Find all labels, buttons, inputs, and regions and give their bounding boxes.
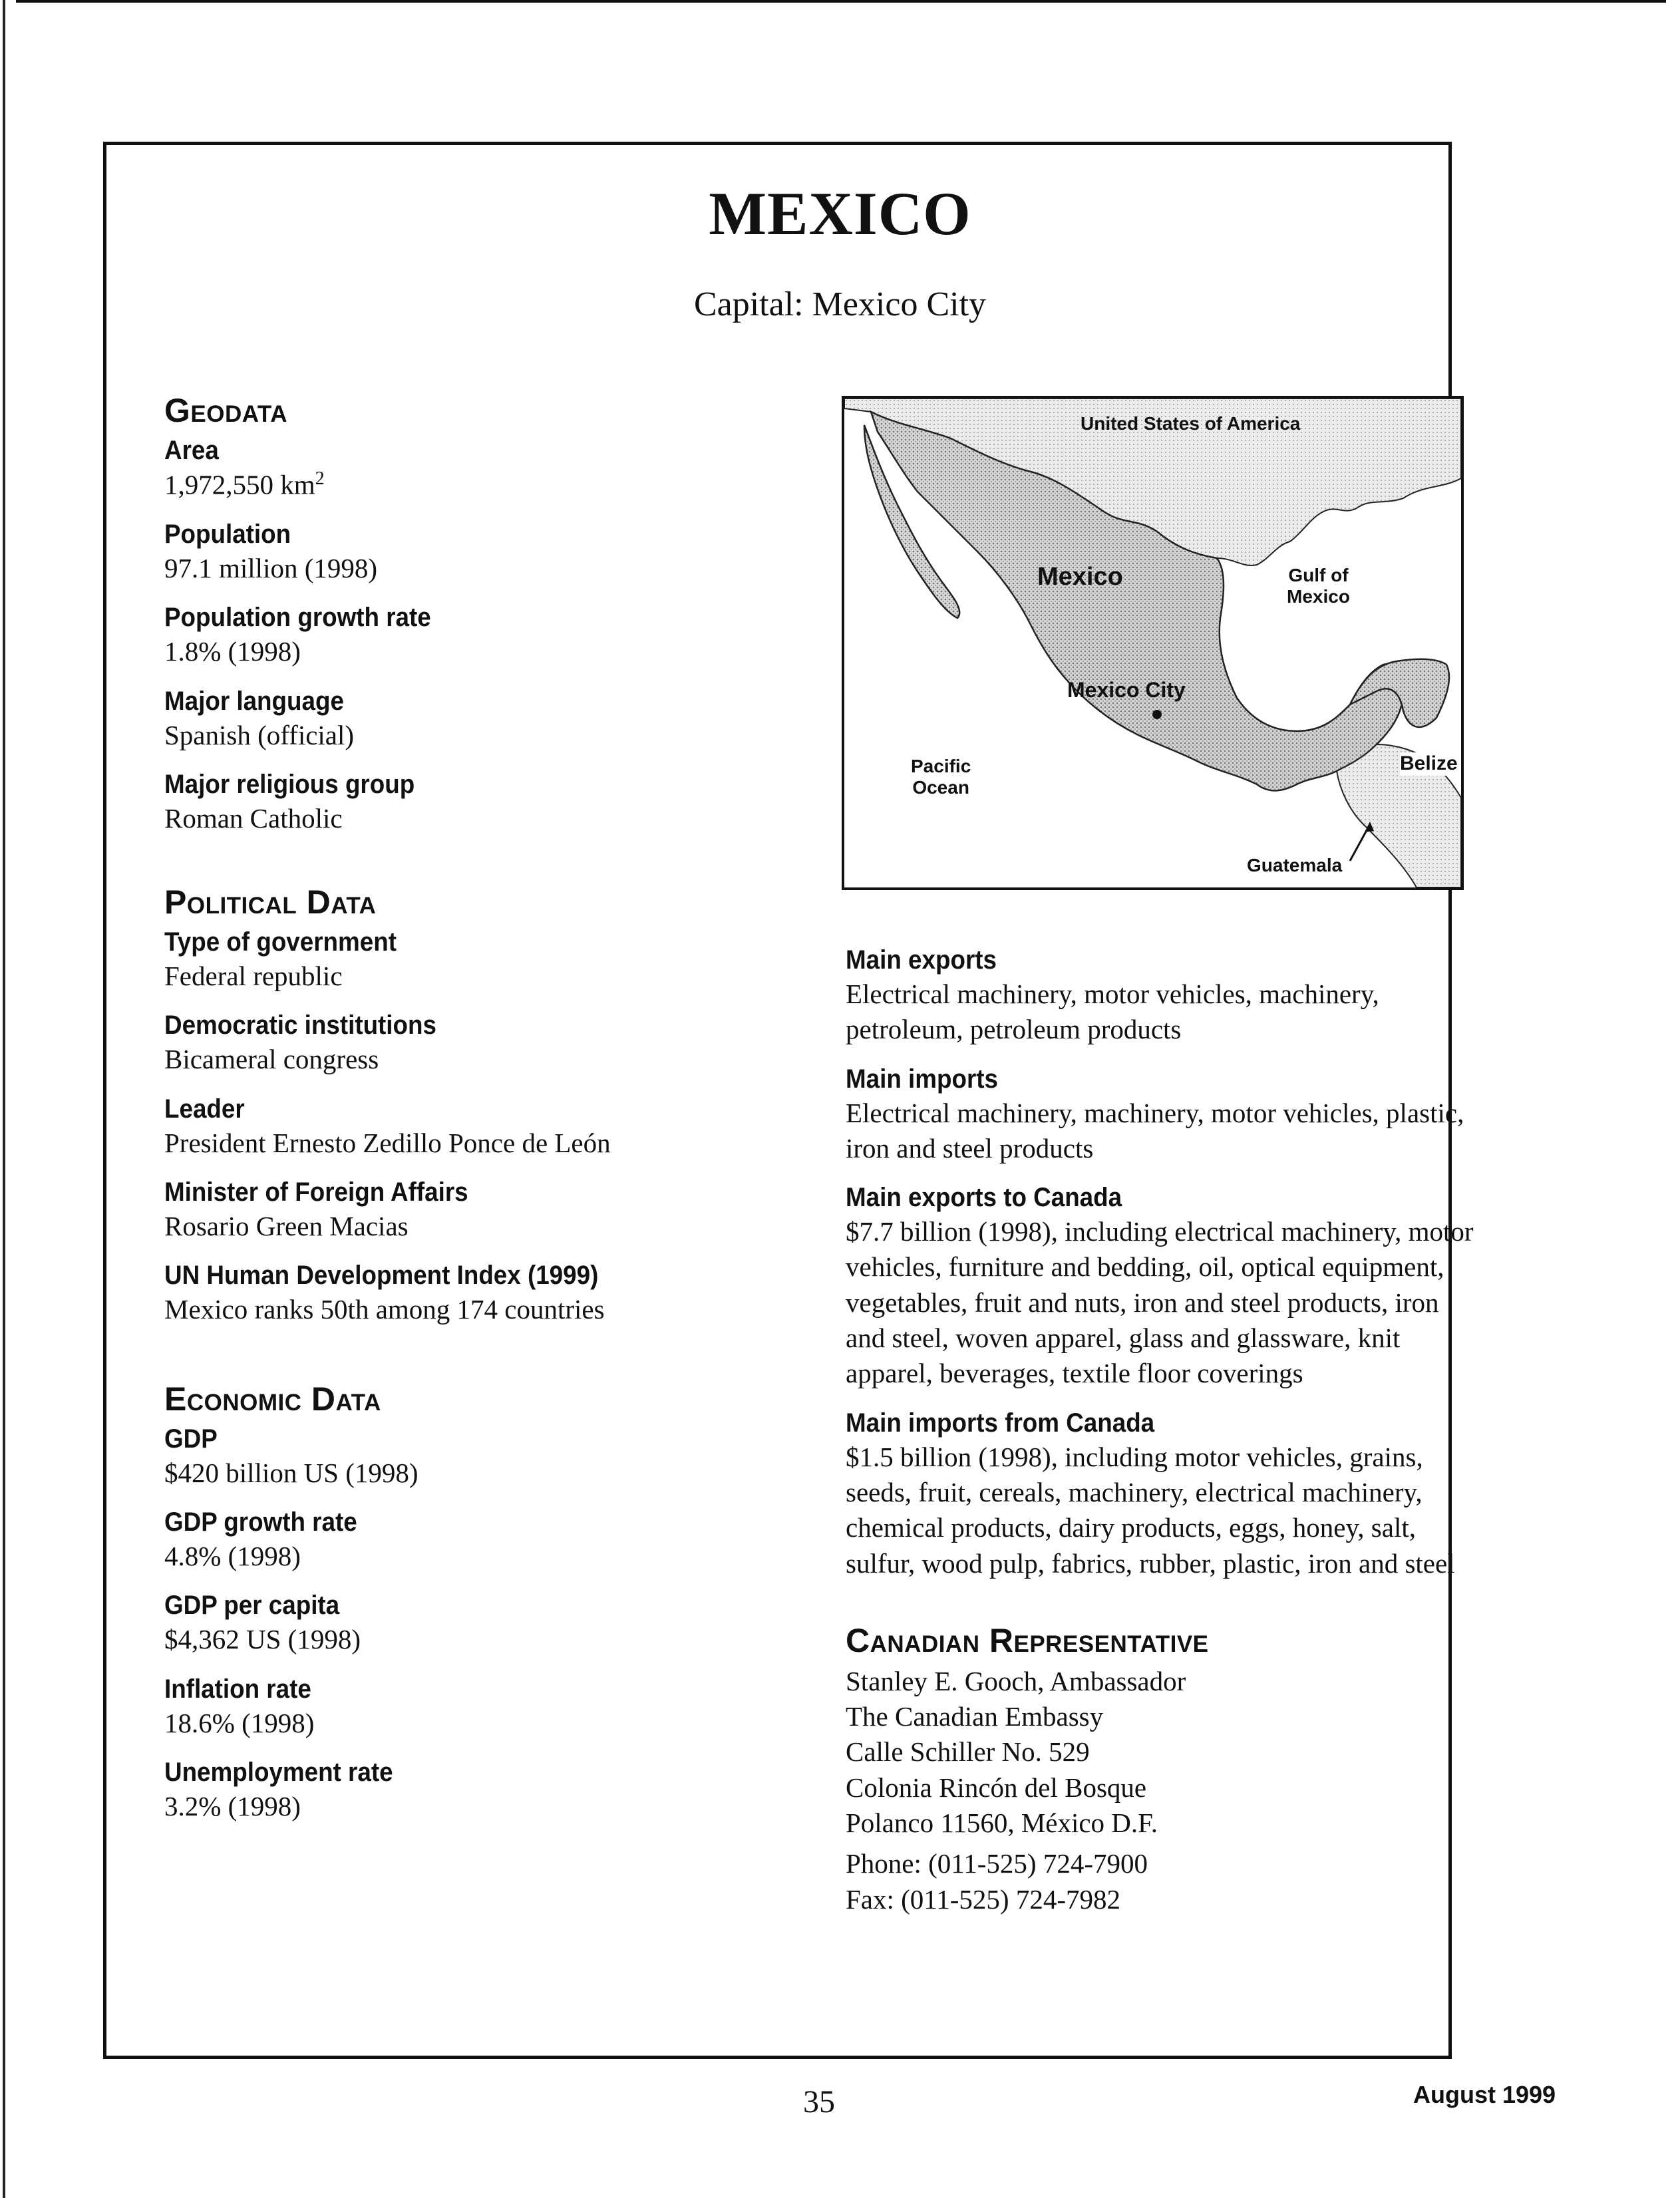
- economic-heading: Economic Data: [164, 1380, 381, 1418]
- representative-fax: Fax: (011-525) 724-7982: [846, 1883, 1120, 1915]
- imports-canada-label: Main imports from Canada: [846, 1408, 1155, 1438]
- capital-line: Capital: Mexico City: [693, 285, 987, 323]
- hdi-label: UN Human Development Index (1999): [164, 1261, 599, 1291]
- scan-left-edge: [3, 0, 5, 2198]
- population-label: Population: [164, 519, 291, 549]
- population-value: 97.1 million (1998): [164, 552, 378, 583]
- map-label-belize: Belize: [1400, 752, 1458, 774]
- gov-label: Type of government: [164, 927, 397, 957]
- inflation-value: 18.6% (1998): [164, 1707, 315, 1738]
- growth-label: Population growth rate: [164, 603, 431, 633]
- gdp-per-capita-label: GDP per capita: [164, 1591, 340, 1621]
- institutions-label: Democratic institutions: [164, 1011, 436, 1040]
- economic-section: [164, 1380, 830, 1824]
- exports-value: Electrical machinery, motor vehicles, machinery, petroleum, petroleum products: [846, 979, 1379, 1045]
- representative-contact: [846, 1846, 1478, 1917]
- unemployment-label: Unemployment rate: [164, 1757, 393, 1787]
- representative-heading: Canadian Representative: [846, 1621, 1209, 1659]
- page-title: MEXICO: [709, 180, 971, 247]
- gov-value: Federal republic: [164, 961, 343, 992]
- leader-label: Leader: [164, 1094, 245, 1124]
- mexico-map: [842, 396, 1464, 890]
- page-number: 35: [803, 2084, 835, 2120]
- language-value: Spanish (official): [164, 719, 355, 750]
- map-label-usa: United States of America: [1081, 413, 1301, 434]
- mexico-city-dot: [1152, 710, 1162, 719]
- area-label: Area: [164, 436, 219, 465]
- right-column: [846, 943, 1478, 1932]
- institutions-value: Bicameral congress: [164, 1044, 379, 1075]
- area-value: 1,972,550 $km^2$: [164, 468, 325, 500]
- map-label-mexico: Mexico: [1037, 563, 1123, 591]
- language-label: Major language: [164, 686, 344, 716]
- map-label-pacific: Pacific Ocean: [911, 756, 971, 798]
- representative-address: [846, 1664, 1478, 1841]
- area-superscript: 2: [315, 468, 325, 489]
- minister-value: Rosario Green Macias: [164, 1211, 409, 1242]
- gdp-value: $420 billion US (1998): [164, 1457, 419, 1488]
- map-drawing: [844, 398, 1461, 887]
- growth-value: 1.8% (1998): [164, 636, 301, 667]
- representative-phone: Phone: (011-525) 724-7900: [846, 1848, 1148, 1879]
- representative-city: Polanco 11560, México D.F.: [846, 1807, 1158, 1839]
- religion-label: Major religious group: [164, 769, 415, 799]
- left-column: [164, 391, 830, 1839]
- map-label-mexico-city: Mexico City: [1067, 678, 1186, 702]
- imports-canada-value: $1.5 billion (1998), including motor vehicles, grains, seeds, fruit, cereals, machinery, electrical machinery, chemical products, dairy products, eggs, honey, salt, sulfur, wood pulp, fabrics, rubber, plastic, iron and steel: [846, 1441, 1455, 1579]
- scan-top-edge: [16, 0, 1666, 3]
- inflation-label: Inflation rate: [164, 1674, 311, 1704]
- imports-label: Main imports: [846, 1064, 998, 1094]
- map-label-gulf: Gulf of Mexico: [1287, 565, 1350, 607]
- gdp-per-capita-value: $4,362 US (1998): [164, 1624, 361, 1655]
- geodata-section: [164, 391, 830, 836]
- minister-label: Minister of Foreign Affairs: [164, 1178, 468, 1207]
- representative-org: The Canadian Embassy: [846, 1701, 1104, 1732]
- map-label-guatemala: Guatemala: [1247, 855, 1343, 875]
- religion-value: Roman Catholic: [164, 802, 343, 834]
- representative-name: Stanley E. Gooch, Ambassador: [846, 1665, 1186, 1696]
- representative-street: Calle Schiller No. 529: [846, 1736, 1090, 1768]
- footer-date: August 1999: [1413, 2081, 1556, 2108]
- gdp-label: GDP: [164, 1424, 218, 1454]
- hdi-value: Mexico ranks 50th among 174 countries: [164, 1294, 605, 1325]
- imports-value: Electrical machinery, machinery, motor vehicles, plastic, iron and steel products: [846, 1097, 1464, 1164]
- leader-value: President Ernesto Zedillo Ponce de León: [164, 1127, 611, 1158]
- exports-canada-value: $7.7 billion (1998), including electrical machinery, motor vehicles, furniture and bedding, oil, optical equipment, vegetables, fruit and nuts, iron and steel products, iron and steel, woven apparel, glass and glassware, knit apparel, beverages, textile floor coverings: [846, 1216, 1474, 1389]
- gdp-growth-value: 4.8% (1998): [164, 1540, 301, 1571]
- exports-label: Main exports: [846, 945, 997, 975]
- political-section: [164, 883, 830, 1327]
- representative-district: Colonia Rincón del Bosque: [846, 1772, 1147, 1803]
- representative-section: [846, 1621, 1478, 1917]
- political-heading: Political Data: [164, 883, 377, 921]
- geodata-heading: Geodata: [164, 392, 287, 429]
- exports-canada-label: Main exports to Canada: [846, 1183, 1122, 1213]
- unemployment-value: 3.2% (1998): [164, 1790, 301, 1821]
- gdp-growth-label: GDP growth rate: [164, 1507, 357, 1537]
